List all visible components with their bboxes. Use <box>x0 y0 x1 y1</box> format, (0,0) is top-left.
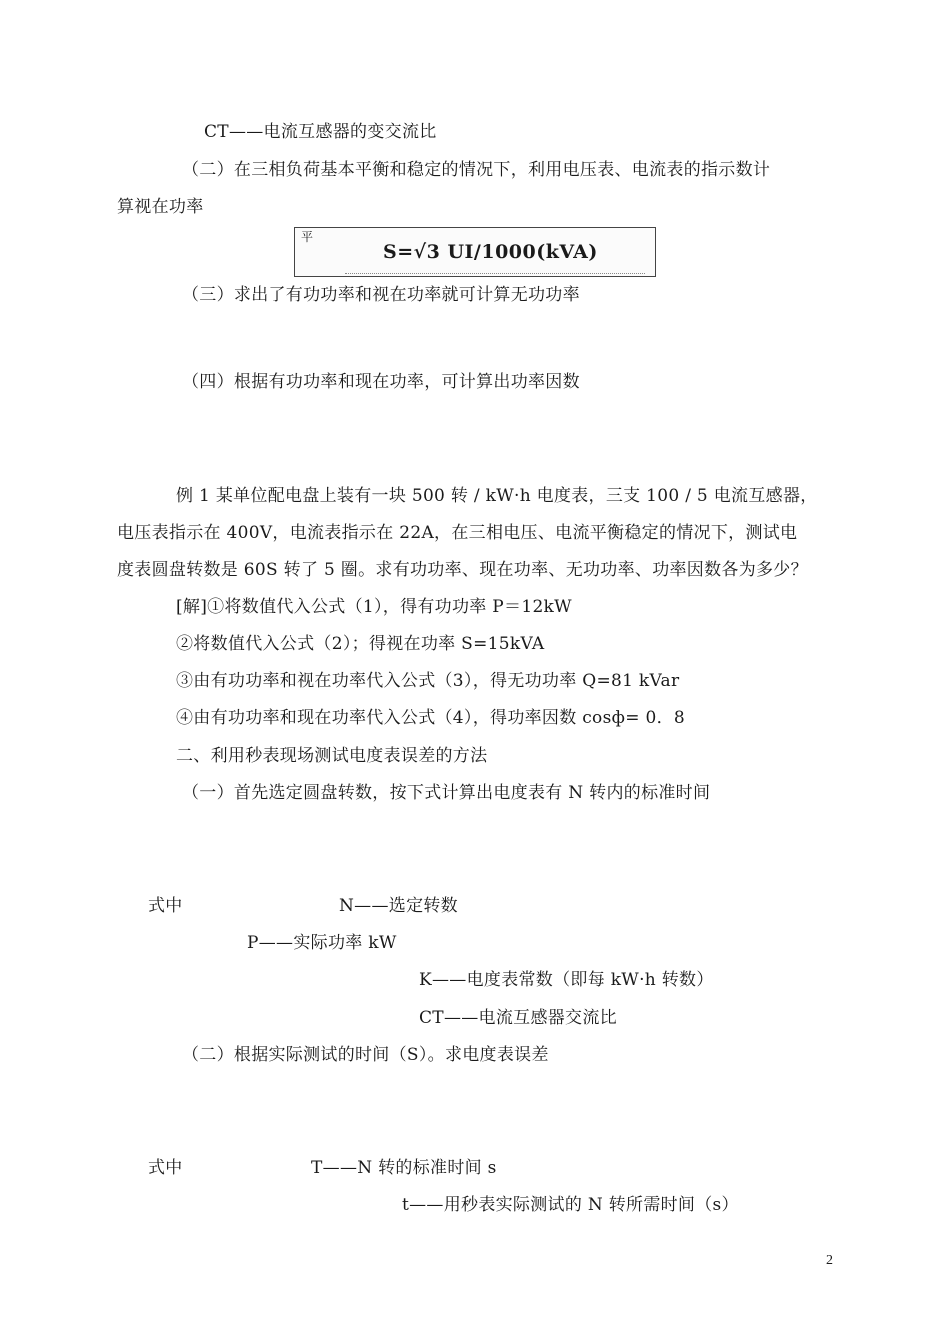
def-ct-ratio: CT——电流互感器交流比 <box>419 1008 617 1028</box>
def-k-constant: K——电度表常数（即每 kW·h 转数） <box>419 970 714 990</box>
apparent-power-formula-image <box>294 227 656 277</box>
formula-scan-artifact <box>345 270 645 274</box>
solution-step-1: [解]①将数值代入公式（1），得有功功率 P＝12kW <box>176 597 572 617</box>
solution-step-2: ②将数值代入公式（2）；得视在功率 S=15kVA <box>176 634 545 654</box>
ct-ratio-definition: CT——电流互感器的变交流比 <box>204 122 437 142</box>
where-label-1: 式中 <box>148 896 183 916</box>
def-p-power: P——实际功率 kW <box>247 933 397 953</box>
part-2-heading: 二、利用秒表现场测试电度表误差的方法 <box>176 746 488 766</box>
page-number: 2 <box>826 1253 833 1268</box>
solution-step-4: ④由有功功率和现在功率代入公式（4），得功率因数 cosф= 0．8 <box>176 708 685 728</box>
where-label-2: 式中 <box>148 1158 183 1178</box>
solution-step-3: ③由有功功率和视在功率代入公式（3），得无功功率 Q=81 kVar <box>176 671 680 691</box>
section-2-continuation: 算视在功率 <box>117 197 204 217</box>
part-2-step-2: （二）根据实际测试的时间（S）。求电度表误差 <box>182 1045 549 1065</box>
section-4-heading: （四）根据有功功率和现在功率，可计算出功率因数 <box>182 372 580 392</box>
def-t-standard-time: T——N 转的标准时间 s <box>311 1158 497 1178</box>
example-1-line-3: 度表圆盘转数是 60S 转了 5 圈。求有功功率、现在功率、无功功率、功率因数各为多少？ <box>117 560 808 580</box>
formula-corner-mark: 平 <box>301 230 314 244</box>
section-3-heading: （三）求出了有功功率和视在功率就可计算无功功率 <box>182 285 580 305</box>
section-2-heading: （二）在三相负荷基本平衡和稳定的情况下，利用电压表、电流表的指示数计 <box>182 160 771 180</box>
part-2-step-1: （一）首先选定圆盘转数，按下式计算出电度表有 N 转内的标准时间 <box>182 783 711 803</box>
example-1-line-2: 电压表指示在 400V，电流表指示在 22A，在三相电压、电流平衡稳定的情况下，测试电 <box>117 523 798 543</box>
apparent-power-formula: S=√3 UI/1000(kVA) <box>383 241 598 263</box>
def-t-measured-time: t——用秒表实际测试的 N 转所需时间（s） <box>402 1195 739 1215</box>
def-n-turns: N——选定转数 <box>339 896 458 916</box>
example-1-line-1: 例 1 某单位配电盘上装有一块 500 转 / kW·h 电度表，三支 100 / 5 电流互感器， <box>176 486 818 506</box>
